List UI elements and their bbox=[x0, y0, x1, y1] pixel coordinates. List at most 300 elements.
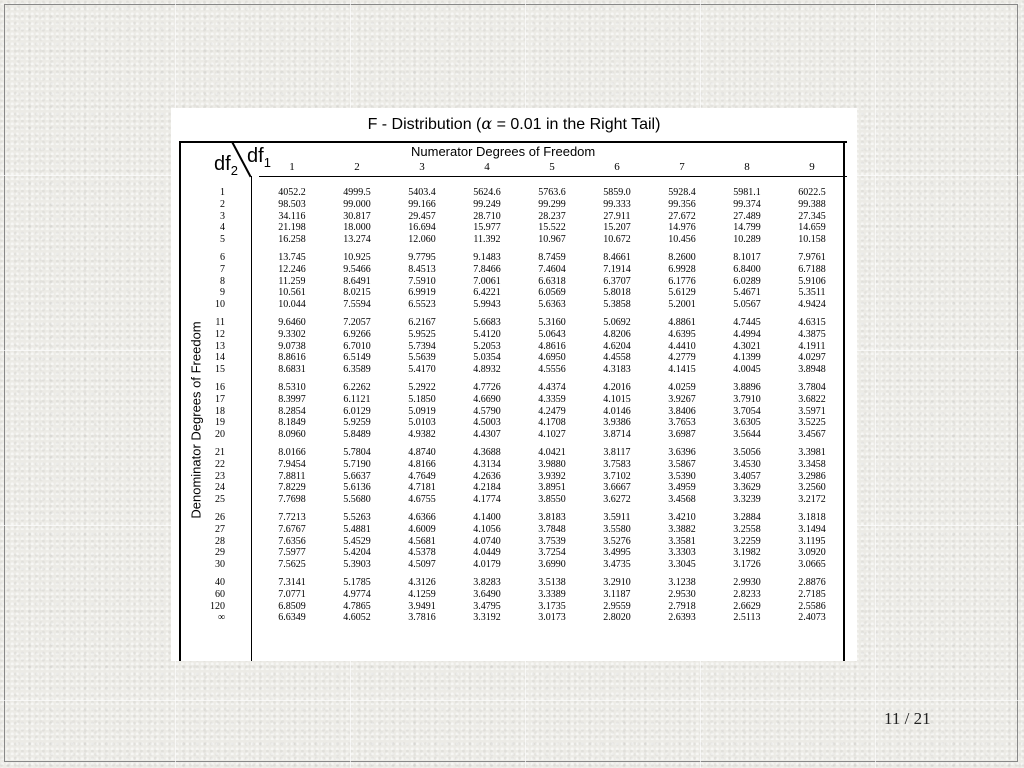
table-cell: 5.5680 bbox=[343, 494, 371, 506]
table-cell: 5859.0 bbox=[603, 187, 631, 198]
top-rule bbox=[179, 141, 847, 143]
table-cell: 3.3581 bbox=[668, 535, 696, 547]
table-cell: 5.3858 bbox=[603, 299, 631, 311]
table-cell: 5.7394 bbox=[408, 340, 436, 352]
table-cell: 4.3688 bbox=[473, 447, 501, 458]
table-cell: 4.7445 bbox=[733, 317, 761, 328]
table-cell: 4.1400 bbox=[473, 512, 501, 523]
table-cell: 3.9386 bbox=[603, 417, 631, 429]
table-cell: 4.6315 bbox=[798, 317, 826, 328]
table-cell: 6.6349 bbox=[278, 612, 306, 624]
table-cell: 5.6637 bbox=[343, 470, 371, 482]
row-df-label: ∞ bbox=[217, 612, 225, 624]
table-cell: 8.8616 bbox=[278, 352, 306, 364]
table-cell: 5.5639 bbox=[408, 352, 436, 364]
table-cell: 5.7804 bbox=[343, 447, 371, 458]
table-cell: 3.8948 bbox=[798, 364, 826, 376]
table-cell: 8.5310 bbox=[278, 382, 306, 393]
table-cell: 14.799 bbox=[733, 222, 761, 234]
row-df-label: 3 bbox=[220, 210, 225, 222]
table-cell: 11.392 bbox=[473, 234, 501, 246]
table-cell: 4.8166 bbox=[408, 458, 436, 470]
table-cell: 8.4661 bbox=[603, 252, 631, 263]
table-cell: 7.1914 bbox=[603, 263, 631, 275]
table-cell: 8.0215 bbox=[343, 287, 371, 299]
table-cell: 4052.2 bbox=[278, 187, 306, 198]
table-cell: 3.5276 bbox=[603, 535, 631, 547]
table-cell: 7.5977 bbox=[278, 547, 306, 559]
column-header: 7 bbox=[679, 161, 685, 173]
table-cell: 8.3997 bbox=[278, 393, 306, 405]
table-cell: 3.4567 bbox=[798, 429, 826, 441]
table-cell: 7.8229 bbox=[278, 482, 306, 494]
table-cell: 9.7795 bbox=[408, 252, 436, 263]
table-cell: 5.6129 bbox=[668, 287, 696, 299]
table-cell: 5.9525 bbox=[408, 328, 436, 340]
table-cell: 6.0289 bbox=[733, 275, 761, 287]
table-cell: 11.259 bbox=[278, 275, 306, 287]
table-cell: 3.7254 bbox=[538, 547, 566, 559]
table-cell: 5.0354 bbox=[473, 352, 501, 364]
table-cell: 3.6822 bbox=[798, 393, 826, 405]
table-cell: 4.4374 bbox=[538, 382, 566, 393]
table-cell: 3.3045 bbox=[668, 559, 696, 571]
table-cell: 4.6950 bbox=[538, 352, 566, 364]
table-cell: 4.5097 bbox=[408, 559, 436, 571]
table-cell: 3.3389 bbox=[538, 588, 566, 600]
table-cell: 2.7918 bbox=[668, 600, 696, 612]
table-cell: 10.925 bbox=[343, 252, 371, 263]
table-cell: 4.5681 bbox=[408, 535, 436, 547]
table-cell: 4.1056 bbox=[473, 523, 501, 535]
table-cell: 3.5138 bbox=[538, 577, 566, 588]
page-indicator: 11 / 21 bbox=[884, 709, 931, 728]
table-cell: 7.7698 bbox=[278, 494, 306, 506]
table-cell: 3.3981 bbox=[798, 447, 826, 458]
table-cell: 8.1849 bbox=[278, 417, 306, 429]
column-header: 9 bbox=[809, 161, 815, 173]
alpha-symbol: α bbox=[481, 114, 493, 133]
table-cell: 4.6009 bbox=[408, 523, 436, 535]
row-df-label: 29 bbox=[215, 547, 225, 559]
table-cell: 99.299 bbox=[538, 198, 566, 210]
table-cell: 3.0173 bbox=[538, 612, 566, 624]
table-cell: 6.8509 bbox=[278, 600, 306, 612]
table-cell: 4.2636 bbox=[473, 470, 501, 482]
table-cell: 3.8283 bbox=[473, 577, 501, 588]
table-cell: 5.8489 bbox=[343, 429, 371, 441]
table-cell: 3.9491 bbox=[408, 600, 436, 612]
table-cell: 3.7102 bbox=[603, 470, 631, 482]
row-df-label: 22 bbox=[215, 458, 225, 470]
table-cell: 9.0738 bbox=[278, 340, 306, 352]
table-cell: 3.7653 bbox=[668, 417, 696, 429]
table-cell: 5.2001 bbox=[668, 299, 696, 311]
table-cell: 3.6396 bbox=[668, 447, 696, 458]
table-cell: 4.6395 bbox=[668, 328, 696, 340]
table-cell: 4.0045 bbox=[733, 364, 761, 376]
table-cell: 3.2986 bbox=[798, 470, 826, 482]
table-cell: 4.9774 bbox=[343, 588, 371, 600]
table-cell: 16.258 bbox=[278, 234, 306, 246]
table-cell: 3.5971 bbox=[798, 405, 826, 417]
table-cell: 15.522 bbox=[538, 222, 566, 234]
table-cell: 3.1195 bbox=[798, 535, 826, 547]
table-cell: 5.9106 bbox=[798, 275, 826, 287]
table-cell: 8.2854 bbox=[278, 405, 306, 417]
table-cell: 4.3359 bbox=[538, 393, 566, 405]
table-cell: 3.0665 bbox=[798, 559, 826, 571]
table-cell: 3.7054 bbox=[733, 405, 761, 417]
df2-column-rule bbox=[251, 176, 252, 661]
table-cell: 6.3707 bbox=[603, 275, 631, 287]
table-cell: 27.345 bbox=[798, 210, 826, 222]
row-df-label: 18 bbox=[215, 405, 225, 417]
table-cell: 6.6318 bbox=[538, 275, 566, 287]
table-cell: 3.9392 bbox=[538, 470, 566, 482]
table-cell: 5.1785 bbox=[343, 577, 371, 588]
table-cell: 4.2016 bbox=[603, 382, 631, 393]
table-cell: 27.911 bbox=[603, 210, 631, 222]
table-cell: 3.4795 bbox=[473, 600, 501, 612]
table-cell: 5403.4 bbox=[408, 187, 436, 198]
table-cell: 4.6366 bbox=[408, 512, 436, 523]
table-cell: 3.4959 bbox=[668, 482, 696, 494]
table-cell: 4.9382 bbox=[408, 429, 436, 441]
table-cell: 3.9880 bbox=[538, 458, 566, 470]
column-header: 4 bbox=[484, 161, 490, 173]
table-cell: 3.5911 bbox=[603, 512, 631, 523]
table-cell: 9.5466 bbox=[343, 263, 371, 275]
column-header: 3 bbox=[419, 161, 425, 173]
table-cell: 9.6460 bbox=[278, 317, 306, 328]
table-cell: 6.5523 bbox=[408, 299, 436, 311]
table-cell: 4.1259 bbox=[408, 588, 436, 600]
table-cell: 7.5910 bbox=[408, 275, 436, 287]
table-cell: 3.3239 bbox=[733, 494, 761, 506]
table-cell: 7.8466 bbox=[473, 263, 501, 275]
table-cell: 5.8018 bbox=[603, 287, 631, 299]
table-cell: 4.5378 bbox=[408, 547, 436, 559]
table-cell: 99.356 bbox=[668, 198, 696, 210]
table-cell: 3.4735 bbox=[603, 559, 631, 571]
row-df-label: 10 bbox=[215, 299, 225, 311]
table-cell: 2.8233 bbox=[733, 588, 761, 600]
table-cell: 5.4204 bbox=[343, 547, 371, 559]
table-cell: 5.9943 bbox=[473, 299, 501, 311]
table-cell: 4.6690 bbox=[473, 393, 501, 405]
table-cell: 3.6667 bbox=[603, 482, 631, 494]
table-cell: 7.3141 bbox=[278, 577, 306, 588]
row-df-label: 8 bbox=[220, 275, 225, 287]
table-cell: 6.7188 bbox=[798, 263, 826, 275]
table-cell: 99.249 bbox=[473, 198, 501, 210]
table-cell: 2.4073 bbox=[798, 612, 826, 624]
table-cell: 4.9424 bbox=[798, 299, 826, 311]
table-cell: 6.3589 bbox=[343, 364, 371, 376]
table-cell: 4.8861 bbox=[668, 317, 696, 328]
table-cell: 34.116 bbox=[278, 210, 306, 222]
table-cell: 9.1483 bbox=[473, 252, 501, 263]
table-cell: 3.4210 bbox=[668, 512, 696, 523]
table-cell: 3.4995 bbox=[603, 547, 631, 559]
table-cell: 5.3511 bbox=[798, 287, 826, 299]
table-cell: 3.5867 bbox=[668, 458, 696, 470]
table-cell: 5.4671 bbox=[733, 287, 761, 299]
table-cell: 3.7539 bbox=[538, 535, 566, 547]
table-cell: 8.7459 bbox=[538, 252, 566, 263]
table-cell: 10.044 bbox=[278, 299, 306, 311]
table-cell: 3.6490 bbox=[473, 588, 501, 600]
table-cell: 7.0061 bbox=[473, 275, 501, 287]
row-df-label: 26 bbox=[215, 512, 225, 523]
table-cell: 4.7726 bbox=[473, 382, 501, 393]
table-cell: 3.5390 bbox=[668, 470, 696, 482]
table-cell: 3.6990 bbox=[538, 559, 566, 571]
row-df-label: 5 bbox=[220, 234, 225, 246]
table-cell: 3.4057 bbox=[733, 470, 761, 482]
table-cell: 8.0166 bbox=[278, 447, 306, 458]
table-cell: 5.4881 bbox=[343, 523, 371, 535]
table-cell: 9.3302 bbox=[278, 328, 306, 340]
table-cell: 7.5625 bbox=[278, 559, 306, 571]
table-cell: 98.503 bbox=[278, 198, 306, 210]
row-df-label: 16 bbox=[215, 382, 225, 393]
table-cell: 15.977 bbox=[473, 222, 501, 234]
table-cell: 5.0692 bbox=[603, 317, 631, 328]
table-cell: 5.2053 bbox=[473, 340, 501, 352]
table-cell: 3.9267 bbox=[668, 393, 696, 405]
row-df-label: 11 bbox=[215, 317, 225, 328]
table-cell: 4.8616 bbox=[538, 340, 566, 352]
table-cell: 99.000 bbox=[343, 198, 371, 210]
table-cell: 7.5594 bbox=[343, 299, 371, 311]
table-cell: 7.6767 bbox=[278, 523, 306, 535]
table-cell: 5.5263 bbox=[343, 512, 371, 523]
table-cell: 30.817 bbox=[343, 210, 371, 222]
column-header: 5 bbox=[549, 161, 555, 173]
table-cell: 18.000 bbox=[343, 222, 371, 234]
table-cell: 3.8951 bbox=[538, 482, 566, 494]
table-cell: 4.3183 bbox=[603, 364, 631, 376]
table-cell: 16.694 bbox=[408, 222, 436, 234]
table-cell: 3.3882 bbox=[668, 523, 696, 535]
table-cell: 4.2779 bbox=[668, 352, 696, 364]
table-cell: 2.8020 bbox=[603, 612, 631, 624]
right-rule bbox=[843, 141, 845, 661]
table-cell: 4.0421 bbox=[538, 447, 566, 458]
f-distribution-table-figure bbox=[171, 108, 857, 661]
table-cell: 2.7185 bbox=[798, 588, 826, 600]
table-cell: 3.8406 bbox=[668, 405, 696, 417]
table-cell: 15.207 bbox=[603, 222, 631, 234]
table-cell: 3.6272 bbox=[603, 494, 631, 506]
row-df-label: 15 bbox=[215, 364, 225, 376]
table-cell: 3.3629 bbox=[733, 482, 761, 494]
table-cell: 5.4170 bbox=[408, 364, 436, 376]
table-cell: 4.0146 bbox=[603, 405, 631, 417]
table-cell: 5624.6 bbox=[473, 187, 501, 198]
row-df-label: 23 bbox=[215, 470, 225, 482]
column-header: 2 bbox=[354, 161, 360, 173]
row-df-label: 13 bbox=[215, 340, 225, 352]
table-cell: 8.6491 bbox=[343, 275, 371, 287]
table-cell: 10.158 bbox=[798, 234, 826, 246]
table-cell: 4.3134 bbox=[473, 458, 501, 470]
table-cell: 2.5113 bbox=[733, 612, 761, 624]
denominator-header: Denominator Degrees of Freedom bbox=[188, 321, 204, 519]
row-df-label: 60 bbox=[215, 588, 225, 600]
table-cell: 5.6683 bbox=[473, 317, 501, 328]
table-cell: 7.9761 bbox=[798, 252, 826, 263]
table-cell: 13.274 bbox=[343, 234, 371, 246]
table-cell: 4.5790 bbox=[473, 405, 501, 417]
table-cell: 10.967 bbox=[538, 234, 566, 246]
table-cell: 3.1818 bbox=[798, 512, 826, 523]
table-cell: 3.4568 bbox=[668, 494, 696, 506]
table-cell: 3.3192 bbox=[473, 612, 501, 624]
row-df-label: 6 bbox=[220, 252, 225, 263]
table-cell: 7.0771 bbox=[278, 588, 306, 600]
table-cell: 5.4529 bbox=[343, 535, 371, 547]
table-cell: 4.2184 bbox=[473, 482, 501, 494]
table-cell: 10.289 bbox=[733, 234, 761, 246]
table-cell: 5.1850 bbox=[408, 393, 436, 405]
table-cell: 3.5056 bbox=[733, 447, 761, 458]
table-cell: 5.0103 bbox=[408, 417, 436, 429]
table-cell: 4.6204 bbox=[603, 340, 631, 352]
table-cell: 4.7865 bbox=[343, 600, 371, 612]
table-cell: 3.2259 bbox=[733, 535, 761, 547]
row-df-label: 21 bbox=[215, 447, 225, 458]
row-df-label: 30 bbox=[215, 559, 225, 571]
table-cell: 99.166 bbox=[408, 198, 436, 210]
table-cell: 6.9928 bbox=[668, 263, 696, 275]
table-cell: 3.1982 bbox=[733, 547, 761, 559]
table-cell: 6.1121 bbox=[343, 393, 371, 405]
table-cell: 4.0740 bbox=[473, 535, 501, 547]
row-df-label: 9 bbox=[220, 287, 225, 299]
table-cell: 3.5580 bbox=[603, 523, 631, 535]
table-cell: 3.5644 bbox=[733, 429, 761, 441]
table-cell: 21.198 bbox=[278, 222, 306, 234]
table-cell: 5763.6 bbox=[538, 187, 566, 198]
table-cell: 10.672 bbox=[603, 234, 631, 246]
table-cell: 3.6305 bbox=[733, 417, 761, 429]
table-cell: 3.8896 bbox=[733, 382, 761, 393]
table-cell: 7.6356 bbox=[278, 535, 306, 547]
header-rule bbox=[259, 176, 847, 177]
table-cell: 14.976 bbox=[668, 222, 696, 234]
table-cell: 4.8932 bbox=[473, 364, 501, 376]
table-cell: 5.0919 bbox=[408, 405, 436, 417]
table-cell: 28.710 bbox=[473, 210, 501, 222]
table-cell: 27.489 bbox=[733, 210, 761, 222]
table-cell: 4.6052 bbox=[343, 612, 371, 624]
table-cell: 4999.5 bbox=[343, 187, 371, 198]
table-cell: 28.237 bbox=[538, 210, 566, 222]
table-cell: 3.0920 bbox=[798, 547, 826, 559]
table-cell: 5.0567 bbox=[733, 299, 761, 311]
table-cell: 4.8740 bbox=[408, 447, 436, 458]
table-cell: 6.2167 bbox=[408, 317, 436, 328]
table-cell: 7.4604 bbox=[538, 263, 566, 275]
table-cell: 8.0960 bbox=[278, 429, 306, 441]
table-cell: 4.7181 bbox=[408, 482, 436, 494]
table-cell: 3.2172 bbox=[798, 494, 826, 506]
table-cell: 4.1911 bbox=[798, 340, 826, 352]
table-cell: 27.672 bbox=[668, 210, 696, 222]
table-cell: 2.8876 bbox=[798, 577, 826, 588]
table-cell: 5.3903 bbox=[343, 559, 371, 571]
table-cell: 3.2560 bbox=[798, 482, 826, 494]
table-cell: 5.6363 bbox=[538, 299, 566, 311]
table-cell: 4.0179 bbox=[473, 559, 501, 571]
table-cell: 3.8183 bbox=[538, 512, 566, 523]
table-cell: 10.561 bbox=[278, 287, 306, 299]
table-cell: 3.8550 bbox=[538, 494, 566, 506]
row-df-label: 27 bbox=[215, 523, 225, 535]
table-cell: 6.9919 bbox=[408, 287, 436, 299]
table-cell: 12.060 bbox=[408, 234, 436, 246]
table-cell: 8.4513 bbox=[408, 263, 436, 275]
table-cell: 13.745 bbox=[278, 252, 306, 263]
table-cell: 99.333 bbox=[603, 198, 631, 210]
table-cell: 7.9454 bbox=[278, 458, 306, 470]
table-cell: 3.3458 bbox=[798, 458, 826, 470]
table-cell: 4.1415 bbox=[668, 364, 696, 376]
table-cell: 3.1735 bbox=[538, 600, 566, 612]
table-cell: 7.2057 bbox=[343, 317, 371, 328]
row-df-label: 28 bbox=[215, 535, 225, 547]
row-df-label: 2 bbox=[220, 198, 225, 210]
row-df-label: 7 bbox=[220, 263, 225, 275]
table-cell: 6.2262 bbox=[343, 382, 371, 393]
table-cell: 99.388 bbox=[798, 198, 826, 210]
table-cell: 7.7213 bbox=[278, 512, 306, 523]
table-cell: 4.2479 bbox=[538, 405, 566, 417]
table-cell: 3.8714 bbox=[603, 429, 631, 441]
row-df-label: 25 bbox=[215, 494, 225, 506]
table-cell: 3.5225 bbox=[798, 417, 826, 429]
table-cell: 5.6136 bbox=[343, 482, 371, 494]
table-cell: 4.0297 bbox=[798, 352, 826, 364]
table-cell: 4.5003 bbox=[473, 417, 501, 429]
table-cell: 3.1238 bbox=[668, 577, 696, 588]
table-cell: 8.1017 bbox=[733, 252, 761, 263]
table-cell: 4.3021 bbox=[733, 340, 761, 352]
table-cell: 4.6755 bbox=[408, 494, 436, 506]
df1-header: $df_1$ bbox=[247, 145, 271, 170]
table-cell: 99.374 bbox=[733, 198, 761, 210]
table-cell: 3.1726 bbox=[733, 559, 761, 571]
table-cell: 6.0569 bbox=[538, 287, 566, 299]
table-cell: 2.6629 bbox=[733, 600, 761, 612]
table-cell: 3.1494 bbox=[798, 523, 826, 535]
column-header: 1 bbox=[289, 161, 295, 173]
table-cell: 3.8117 bbox=[603, 447, 631, 458]
df2-header: $df_2$ bbox=[214, 153, 238, 178]
table-title: F - Distribution (α = 0.01 in the Right Tail) bbox=[367, 114, 661, 133]
table-cell: 3.7816 bbox=[408, 612, 436, 624]
table-cell: 6.1776 bbox=[668, 275, 696, 287]
row-df-label: 24 bbox=[215, 482, 225, 494]
table-cell: 5.0643 bbox=[538, 328, 566, 340]
table-cell: 8.2600 bbox=[668, 252, 696, 263]
table-cell: 3.2910 bbox=[603, 577, 631, 588]
table-cell: 5.4120 bbox=[473, 328, 501, 340]
table-cell: 5928.4 bbox=[668, 187, 696, 198]
